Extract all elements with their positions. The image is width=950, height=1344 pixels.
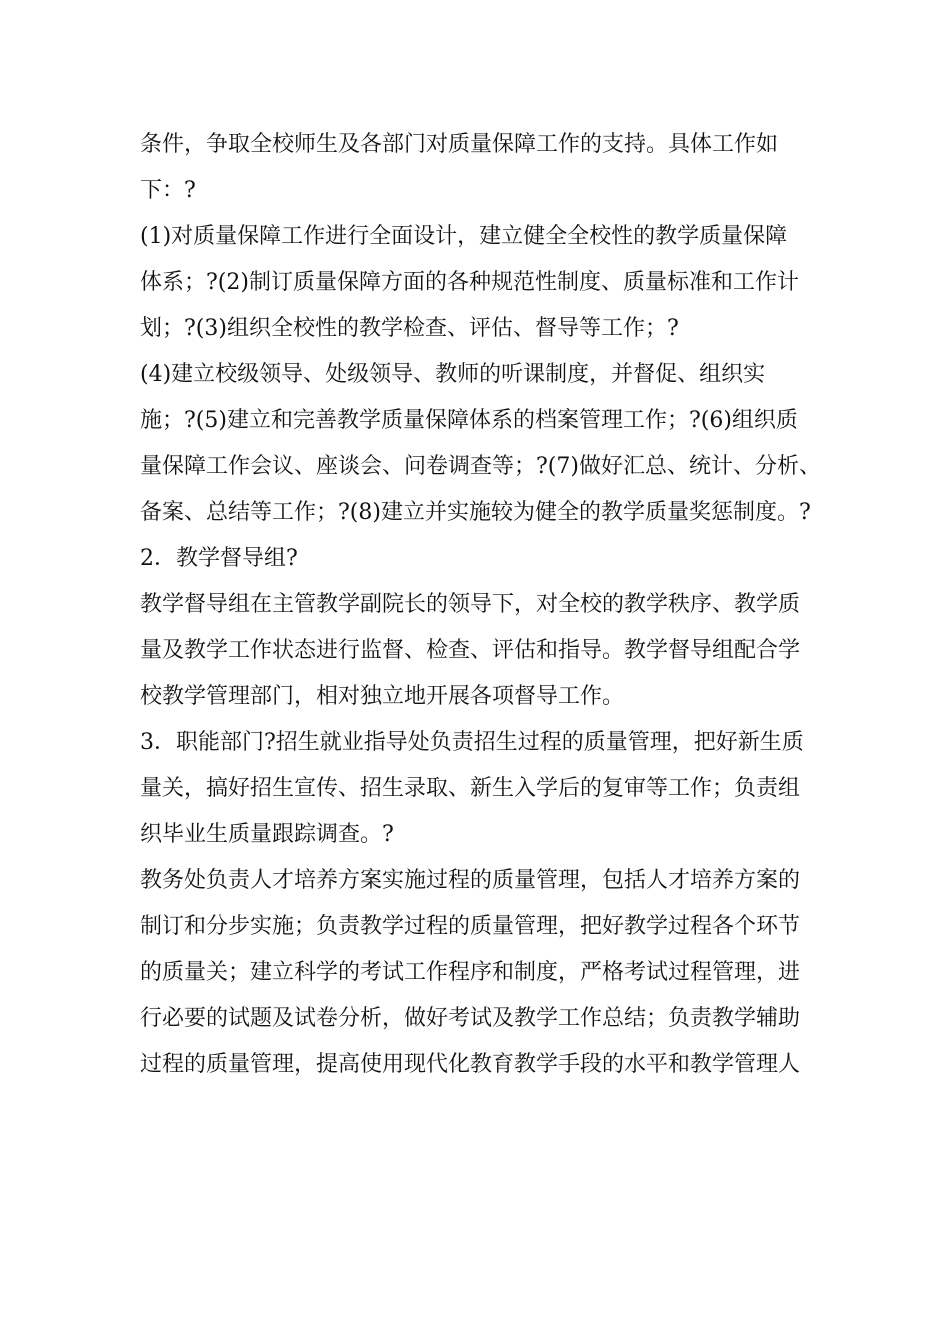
text-line: 织毕业生质量跟踪调查。? — [140, 822, 394, 847]
text-line: 体系；?(2)制订质量保障方面的各种规范性制度、质量标准和工作计 — [140, 270, 799, 295]
text-line: 备案、总结等工作；?(8)建立并实施较为健全的教学质量奖惩制度。? — [140, 500, 811, 525]
text-line: (4)建立校级领导、处级领导、教师的听课制度，并督促、组织实 — [140, 362, 766, 387]
text-line: (1)对质量保障工作进行全面设计，建立健全全校性的教学质量保障 — [140, 224, 788, 249]
text-line: 量保障工作会议、座谈会、问卷调查等；?(7)做好汇总、统计、分析、 — [140, 454, 821, 479]
text-line: 过程的质量管理，提高使用现代化教育教学手段的水平和教学管理人 — [140, 1052, 801, 1077]
section-heading: 2．教学督导组? — [140, 546, 298, 571]
text-line: 量关，搞好招生宣传、招生录取、新生入学后的复审等工作；负责组 — [140, 776, 801, 801]
text-line: 条件，争取全校师生及各部门对质量保障工作的支持。具体工作如 — [140, 132, 779, 157]
text-line: 校教学管理部门，相对独立地开展各项督导工作。 — [140, 684, 625, 709]
text-line: 下：? — [140, 178, 196, 203]
text-line: 的质量关；建立科学的考试工作程序和制度，严格考试过程管理，进 — [140, 960, 801, 985]
text-line: 量及教学工作状态进行监督、检查、评估和指导。教学督导组配合学 — [140, 638, 801, 663]
body-text — [140, 122, 840, 1088]
text-line: 划；?(3)组织全校性的教学检查、评估、督导等工作；? — [140, 316, 679, 341]
text-line: 教学督导组在主管教学副院长的领导下，对全校的教学秩序、教学质 — [140, 592, 801, 617]
text-line: 施；?(5)建立和完善教学质量保障体系的档案管理工作；?(6)组织质 — [140, 408, 798, 433]
text-line: 教务处负责人才培养方案实施过程的质量管理，包括人才培养方案的 — [140, 868, 801, 893]
text-line: 行必要的试题及试卷分析，做好考试及教学工作总结；负责教学辅助 — [140, 1006, 801, 1031]
text-line: 制订和分步实施；负责教学过程的质量管理，把好教学过程各个环节 — [140, 914, 801, 939]
section-heading: 3．职能部门?招生就业指导处负责招生过程的质量管理，把好新生质 — [140, 730, 804, 755]
